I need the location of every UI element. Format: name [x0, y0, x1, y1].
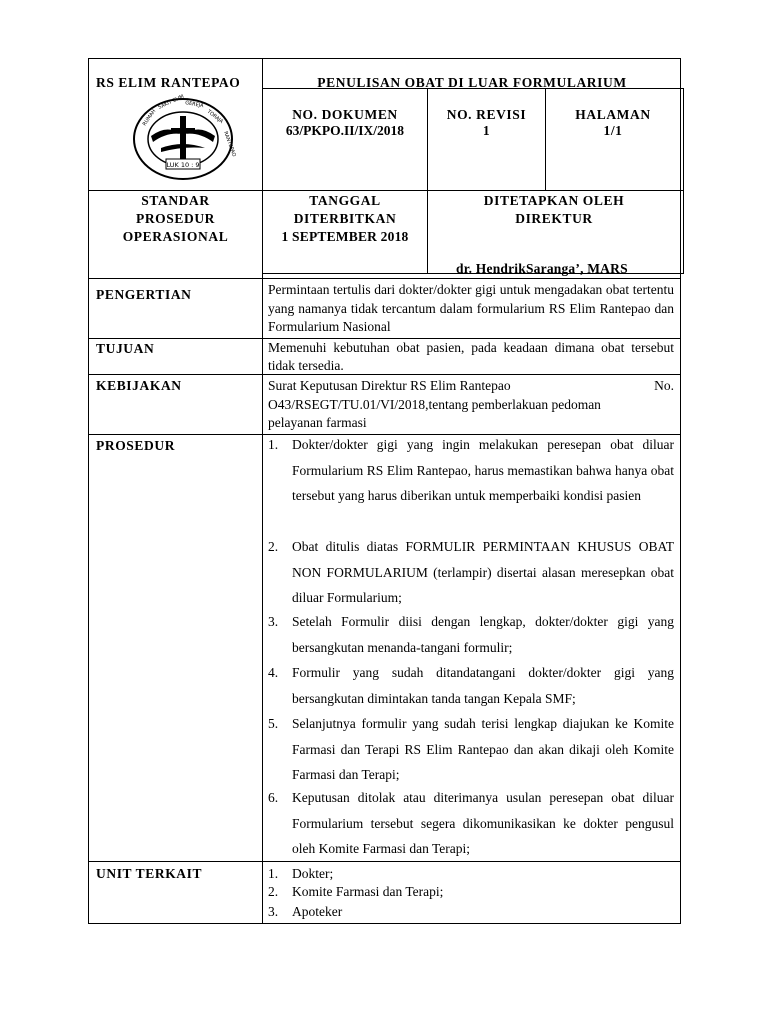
sop-line-2: PROSEDUR	[135, 211, 216, 226]
hospital-name: RS ELIM RANTEPAO	[96, 75, 241, 90]
unit-item-number: 1.	[268, 866, 279, 881]
kebijakan-line-1-right: No.	[654, 378, 674, 393]
unit-item-text: Apoteker	[292, 904, 343, 919]
prosedur-item	[268, 534, 674, 611]
prosedur-item-number: 5.	[268, 716, 279, 731]
kebijakan-line-1-left: Surat Keputusan Direktur RS Elim Rantepao	[268, 378, 511, 393]
tanggal-line-1: TANGGAL	[309, 193, 381, 208]
no-revisi-value: 1	[482, 123, 491, 138]
prosedur-item	[268, 785, 674, 862]
no-dokumen-label: NO. DOKUMEN	[292, 107, 398, 122]
no-revisi-label: NO. REVISI	[446, 107, 527, 122]
sop-line-3: OPERASIONAL	[122, 229, 229, 244]
unit-item-text: Dokter;	[292, 866, 334, 881]
prosedur-item-number: 2.	[268, 539, 279, 554]
document-title: PENULISAN OBAT DI LUAR FORMULARIUM	[317, 75, 627, 90]
director-name: dr. HendrikSaranga’, MARS	[456, 261, 628, 276]
pengertian-label: PENGERTIAN	[96, 287, 192, 302]
prosedur-item-text: Setelah Formulir diisi dengan lengkap, dokter/dokter gigi yang bersangkutan menanda-tangani formulir;	[292, 614, 674, 655]
tanggal-line-2: DITERBITKAN	[293, 211, 397, 226]
prosedur-label: PROSEDUR	[96, 438, 176, 453]
prosedur-item-number: 6.	[268, 790, 279, 805]
ditetapkan-line-1: DITETAPKAN OLEH	[483, 193, 625, 208]
tujuan-label: TUJUAN	[96, 341, 155, 356]
svg-text:TORAJA: TORAJA	[205, 108, 225, 125]
ditetapkan-line-2: DIREKTUR	[515, 211, 593, 226]
unit-item-number: 3.	[268, 904, 279, 919]
svg-text:LUK 10 : 9: LUK 10 : 9	[166, 161, 200, 169]
hospital-logo	[131, 93, 237, 182]
prosedur-item-text: Keputusan ditolak atau diterimanya usulan peresepan obat diluar Formularium tersebut segera dikomunikasikan ke dokter pengusul oleh Komite Farmasi dan Terapi;	[292, 790, 674, 856]
prosedur-item	[268, 660, 674, 711]
prosedur-item	[268, 711, 674, 788]
tujuan-text: Memenuhi kebutuhan obat pasien, pada keadaan dimana obat tersebut tidak tersedia.	[268, 340, 674, 373]
sop-line-1: STANDAR	[141, 193, 210, 208]
prosedur-item	[268, 432, 674, 534]
unit-terkait-label: UNIT TERKAIT	[96, 866, 203, 881]
svg-text:GEREJA: GEREJA	[184, 100, 204, 110]
prosedur-item	[268, 609, 674, 660]
prosedur-list	[268, 432, 674, 860]
prosedur-item-text: Obat ditulis diatas FORMULIR PERMINTAAN KHUSUS OBAT NON FORMULARIUM (terlampir) disertai alasan meresepkan obat diluar Formularium;	[292, 539, 674, 605]
pengertian-text: Permintaan tertulis dari dokter/dokter gigi untuk mengadakan obat tertentu yang namanya tidak tercantum dalam formularium RS Elim Rantepao dan Formularium Nasional	[268, 282, 674, 334]
halaman-value: 1/1	[603, 123, 623, 138]
svg-text:RUMAH: RUMAH	[141, 108, 158, 128]
svg-text:RANTEPAO: RANTEPAO	[222, 130, 237, 158]
prosedur-item-number: 3.	[268, 614, 279, 629]
prosedur-item-text: Selanjutnya formulir yang sudah terisi lengkap diajukan ke Komite Farmasi dan Terapi RS Elim Rantepao dan akan dikaji oleh Komite Farmasi dan Terapi;	[292, 716, 674, 782]
kebijakan-line-2: O43/RSEGT/TU.01/VI/2018,tentang pemberlakuan pedoman	[268, 397, 601, 412]
prosedur-item-number: 1.	[268, 437, 279, 452]
no-dokumen-value: 63/PKPO.II/IX/2018	[285, 123, 405, 138]
svg-text:SAKIT ELIM: SAKIT ELIM	[157, 93, 186, 111]
kebijakan-label: KEBIJAKAN	[96, 378, 182, 393]
tanggal-value: 1 SEPTEMBER 2018	[281, 229, 409, 244]
unit-item-text: Komite Farmasi dan Terapi;	[292, 884, 444, 899]
prosedur-item-text: Dokter/dokter gigi yang ingin melakukan peresepan obat diluar Formularium RS Elim Rantepao, harus memastikan bahwa hanya obat tersebut yang harus diberikan untuk memperbaiki kondisi pasien	[292, 437, 674, 503]
unit-item-number: 2.	[268, 884, 279, 899]
prosedur-item-text: Formulir yang sudah ditandatangani dokter/dokter gigi yang bersangkutan dimintakan tanda tangan Kepala SMF;	[292, 665, 674, 706]
kebijakan-line-3: pelayanan farmasi	[268, 415, 367, 430]
halaman-label: HALAMAN	[575, 107, 651, 122]
prosedur-item-number: 4.	[268, 665, 279, 680]
